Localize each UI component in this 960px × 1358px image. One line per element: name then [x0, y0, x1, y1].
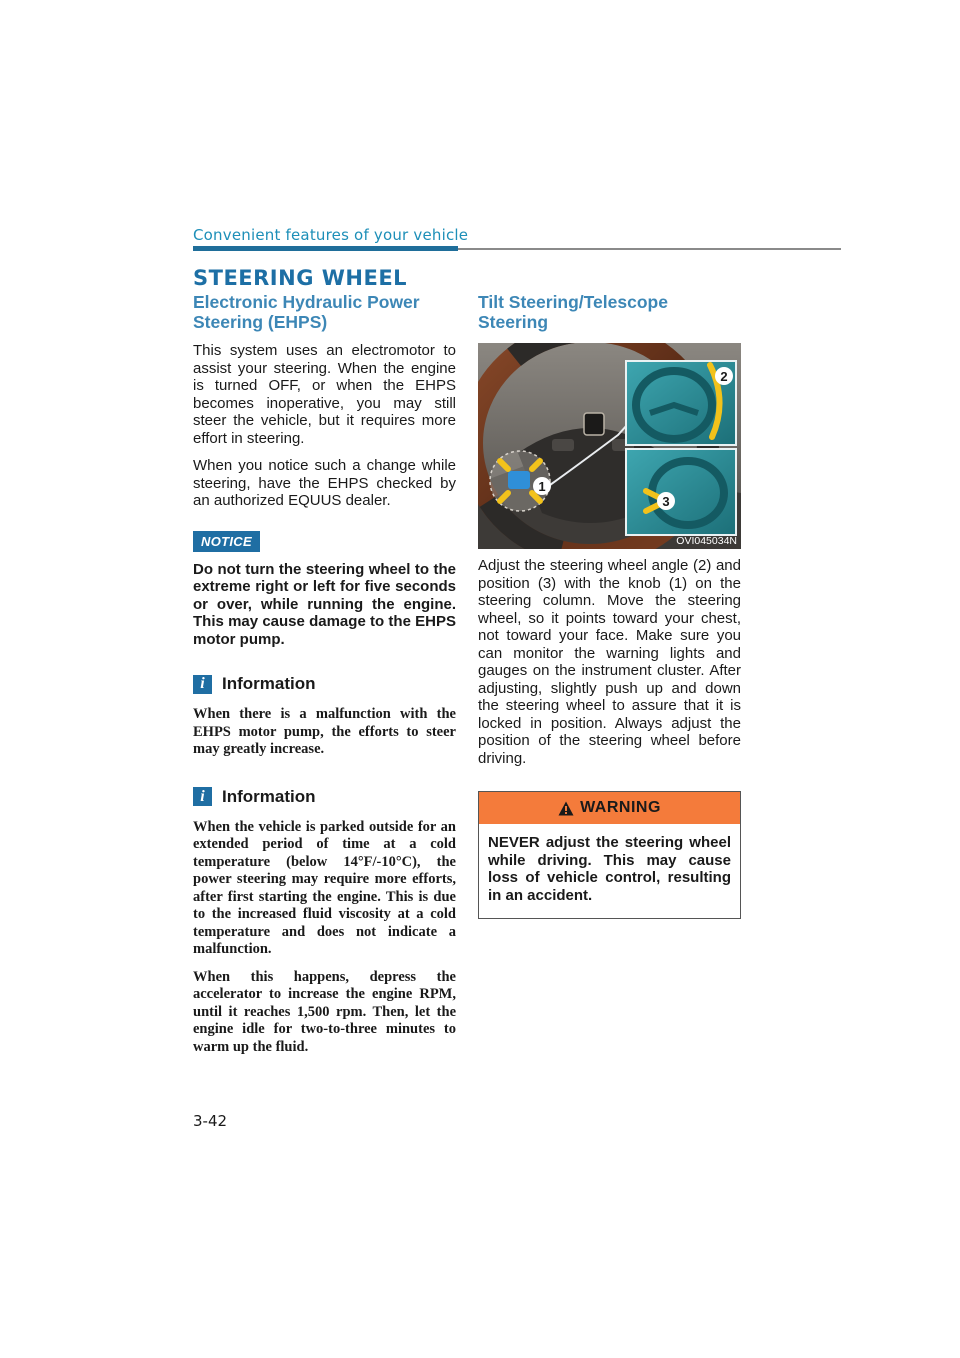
- warning-triangle-icon: [558, 801, 574, 816]
- info-icon: i: [193, 675, 212, 694]
- callout-2: 2: [720, 369, 728, 384]
- information-section-1: [193, 674, 456, 759]
- info-title: Information: [222, 674, 316, 693]
- steering-wheel-illustration: [478, 343, 741, 549]
- info-text: When the vehicle is parked outside for an extended period of time at a cold temperature (below 14°F/-10°C), the power steering may require more efforts, after first starting the engine. This is due to the increased fluid viscosity at a cold temperature and does not indicate a malfunction.: [193, 818, 456, 957]
- steering-wheel-graphic: [478, 343, 741, 549]
- notice-text: Do not turn the steering wheel to the extreme right or left for five seconds or over, while running the engine. This may cause damage to the EHPS motor pump.: [193, 560, 456, 648]
- page-number: 3-42: [193, 1112, 228, 1130]
- ehps-paragraph-2: When you notice such a change while steering, have the EHPS checked by an authorized EQUUS dealer.: [193, 457, 456, 509]
- warning-label: WARNING: [580, 799, 661, 816]
- info-title: Information: [222, 786, 316, 806]
- left-column: [193, 292, 456, 1056]
- warning-body: [479, 824, 740, 918]
- header-bar: [193, 246, 458, 251]
- tilt-heading: Tilt Steering/Telescope Steering: [478, 292, 668, 332]
- warning-box: [478, 791, 741, 919]
- information-section-2: [193, 787, 456, 1057]
- notice-badge: NOTICE: [193, 531, 260, 552]
- tilt-paragraph: Adjust the steering wheel angle (2) and position (3) with the knob (1) on the steering column. Move the steering wheel, so it points toward your chest, not toward your face. Make sure you can monitor the warning lights and gauges on the instrument cluster. After adjusting, slightly push up and down the steering wheel to assure that it is locked in position. Always adjust the position of the steering wheel before driving.: [478, 557, 741, 767]
- notice-section: [193, 531, 456, 649]
- header-rule: [458, 248, 841, 250]
- ehps-heading: Electronic Hydraulic Power Steering (EHPS): [193, 292, 420, 332]
- info-text: When this happens, depress the accelerator to increase the engine RPM, until it reaches 1,500 rpm. Then, let the engine idle for two-to-three minutes to warm up the fluid.: [193, 968, 456, 1055]
- right-column: [478, 292, 741, 919]
- figure-code: OVI045034N: [676, 535, 737, 547]
- page-title: STEERING WHEEL: [193, 266, 408, 290]
- info-text: When there is a malfunction with the EHPS motor pump, the efforts to steer may greatly increase.: [193, 706, 456, 757]
- section-label: Convenient features of your vehicle: [193, 226, 469, 244]
- warning-header: [479, 792, 740, 824]
- callout-3: 3: [662, 494, 670, 509]
- ehps-paragraph-1: This system uses an electromotor to assist your steering. When the engine is turned OFF, or when the EHPS becomes inoperative, you may still steer the vehicle, but it requires more effort in steering.: [193, 342, 456, 447]
- callout-1: 1: [538, 479, 546, 494]
- info-icon: i: [193, 787, 212, 806]
- warning-text: NEVER adjust the steering wheel while driving. This may cause loss of vehicle control, resulting in an accident.: [488, 834, 731, 904]
